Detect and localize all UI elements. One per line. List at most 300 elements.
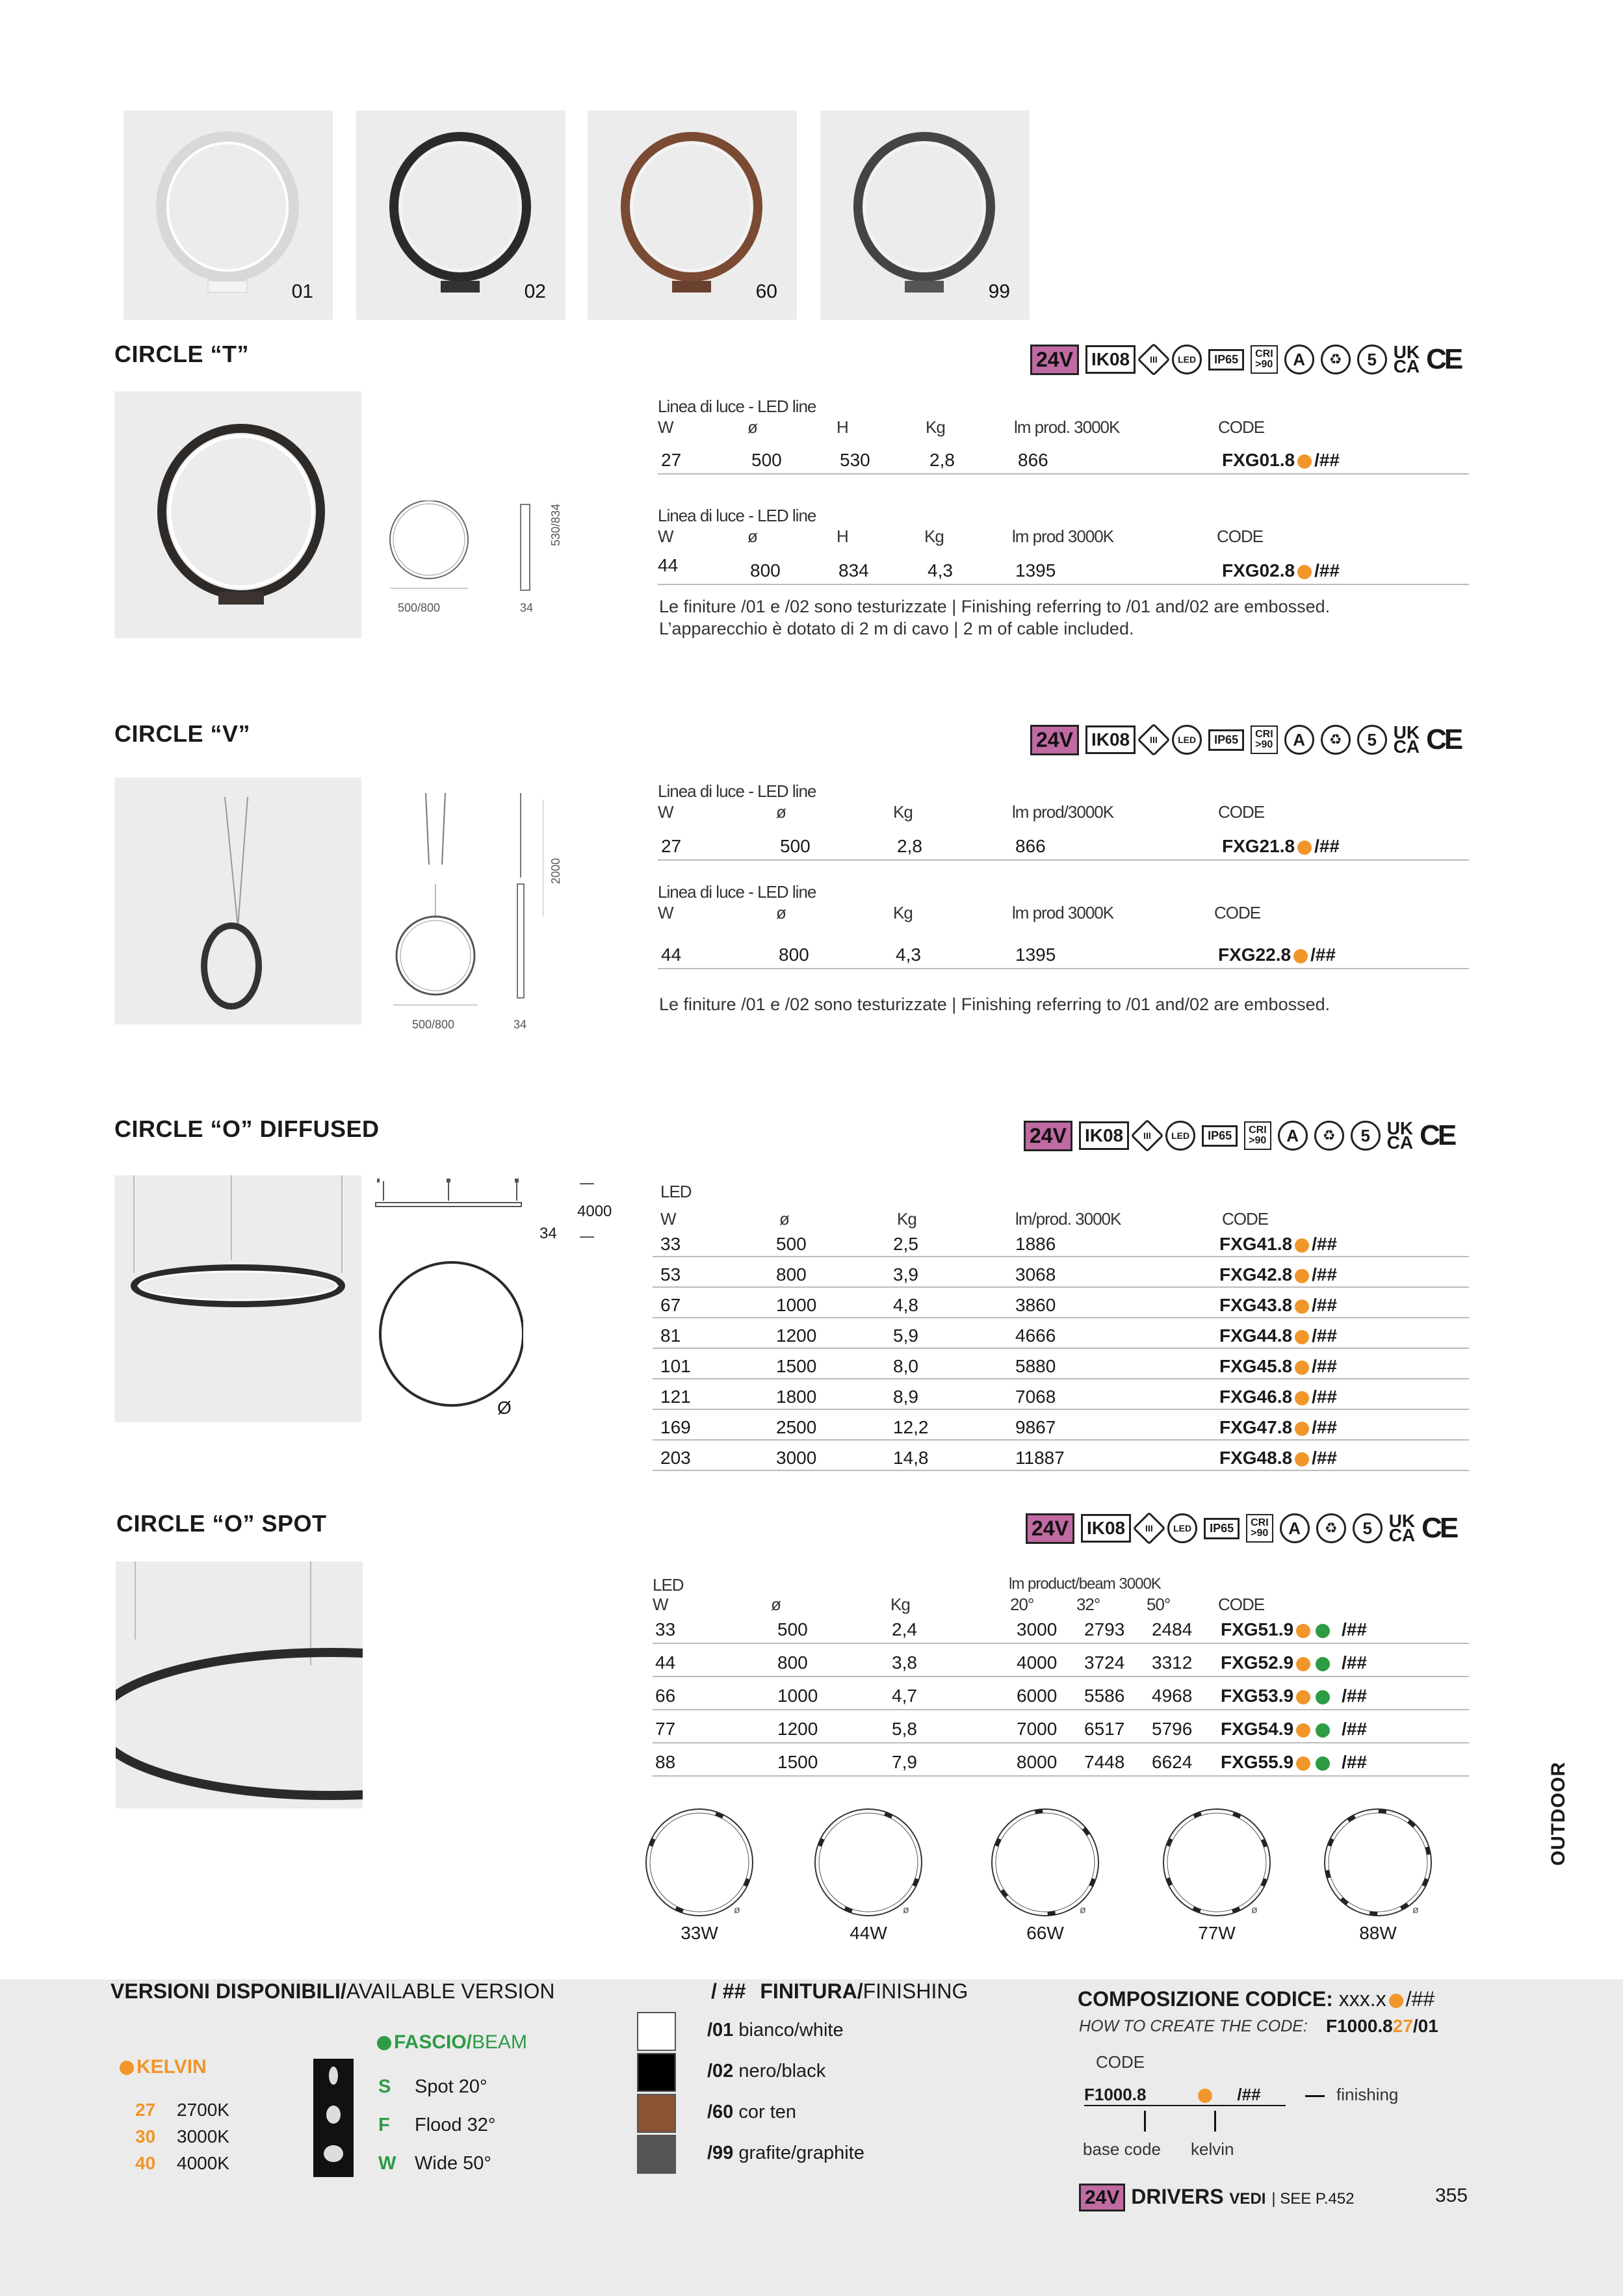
- beam-code: S: [378, 2076, 391, 2097]
- finishing-light: FINISHING: [863, 1979, 968, 2003]
- class-iii-icon: [1137, 724, 1171, 757]
- voltage-badge: 24V: [1026, 1513, 1074, 1544]
- warranty-5-icon: 5: [1357, 725, 1387, 755]
- section-title-circle-t: CIRCLE “T”: [114, 341, 249, 367]
- product-code: FXG51.9: [1221, 1619, 1294, 1639]
- cell: 2,8: [897, 836, 922, 856]
- kelvin-dot-icon: [1293, 949, 1308, 963]
- product-code-cell: [1222, 450, 1340, 471]
- cri-badge: [1244, 1121, 1271, 1150]
- product-code-cell: [1219, 1264, 1337, 1285]
- warranty-5-icon: 5: [1351, 1121, 1381, 1151]
- row-divider: [653, 1470, 1469, 1471]
- drivers-voltage-badge: 24V: [1079, 2184, 1125, 2211]
- ce-icon: CE: [1426, 724, 1461, 755]
- cell: 2500: [776, 1417, 817, 1437]
- ukca-top: UK: [1393, 342, 1420, 362]
- beam-item: [378, 2106, 495, 2145]
- finish-suffix: /##: [1310, 945, 1336, 965]
- finishing-bold: FINITURA/: [760, 1979, 863, 2003]
- circle-t-width-dim: 500/800: [398, 601, 441, 614]
- circle-t-photo: [114, 391, 361, 638]
- ring-wattage-label: 77W: [1198, 1923, 1236, 1943]
- cri-value: >90: [1249, 1135, 1267, 1146]
- cell: 1000: [776, 1295, 817, 1315]
- row-divider: [653, 1709, 1469, 1710]
- kelvin-dot-icon: [1297, 841, 1312, 855]
- finish-item: [707, 2061, 825, 2082]
- row-divider: [658, 473, 1469, 475]
- product-code-cell: [1221, 1652, 1367, 1673]
- kelvin-dot-icon: [1297, 565, 1312, 579]
- cell: 5,8: [892, 1719, 917, 1739]
- beam-dot-icon: [1316, 1624, 1330, 1638]
- kelvin-value: 4000K: [177, 2153, 229, 2173]
- cell: 66: [655, 1686, 676, 1706]
- product-code: FXG46.8: [1219, 1387, 1293, 1407]
- table-caption: LED: [660, 1182, 692, 1201]
- cell: 800: [777, 1652, 808, 1673]
- class-iii-icon: [1131, 1119, 1164, 1153]
- cell: 81: [660, 1325, 681, 1346]
- beam-item: [378, 2145, 495, 2183]
- cell: 9867: [1015, 1417, 1056, 1437]
- cri-value: >90: [1251, 1528, 1269, 1539]
- ring-outline-icon: [807, 1807, 930, 1921]
- cell: 1200: [776, 1325, 817, 1346]
- beam-dot-icon: [1316, 1690, 1330, 1704]
- cell: 500: [780, 836, 811, 856]
- col-header: ø: [747, 527, 757, 546]
- cri-value: >90: [1255, 359, 1273, 370]
- ukca-bottom: CA: [1388, 1525, 1416, 1545]
- col-header: ø: [776, 903, 786, 922]
- circle-v-depth-dim: 34: [513, 1018, 527, 1031]
- ring-outline-icon: [983, 1807, 1107, 1921]
- diagram-tick: [1144, 2111, 1146, 2132]
- ring-outline-icon: [1155, 1807, 1279, 1921]
- cell: 88: [655, 1752, 676, 1772]
- section-title-circle-v: CIRCLE “V”: [114, 720, 251, 747]
- finish-name: grafite/graphite: [738, 2143, 864, 2163]
- kelvin-dot-icon: [1389, 1994, 1403, 2008]
- beam-heading: [377, 2031, 527, 2054]
- cell: 27: [661, 450, 682, 470]
- col-header: ø: [776, 802, 786, 822]
- finishing-heading: [711, 1979, 968, 2003]
- cell: 3,8: [892, 1652, 917, 1673]
- col-header: CODE: [1214, 903, 1261, 922]
- table-caption: Linea di luce - LED line: [658, 506, 816, 525]
- col-header: CODE: [1222, 1209, 1269, 1229]
- product-code: FXG01.8: [1222, 450, 1295, 470]
- cell: 14,8: [893, 1448, 929, 1468]
- col-header: CODE: [1217, 527, 1264, 546]
- cri-label: CRI: [1255, 348, 1273, 359]
- cell: 3860: [1015, 1295, 1056, 1315]
- kelvin-dot-icon: [1296, 1723, 1310, 1738]
- class-iii-label: III: [1150, 734, 1158, 745]
- cell: 2,8: [929, 450, 955, 470]
- cell: 6624: [1152, 1752, 1193, 1772]
- cell: 6000: [1017, 1686, 1058, 1706]
- kelvin-dot-icon: [1295, 1422, 1309, 1436]
- cable-note: L’apparecchio è dotato di 2 m di cavo | 2 m of cable included.: [659, 619, 1134, 638]
- ik-badge: IK08: [1081, 1514, 1131, 1543]
- ring-outline-icon: [1316, 1807, 1440, 1921]
- circle-o-diffused-table: [653, 1182, 1469, 1481]
- product-code: FXG43.8: [1219, 1295, 1293, 1315]
- row-divider: [658, 584, 1469, 585]
- code-diagram-line: [1084, 2085, 1286, 2106]
- voltage-badge: 24V: [1030, 345, 1079, 375]
- cell: 1200: [777, 1719, 818, 1739]
- table-caption: Linea di luce - LED line: [658, 397, 816, 416]
- cell: 4666: [1015, 1325, 1056, 1346]
- class-iii-label: III: [1145, 1522, 1153, 1533]
- finish-note: Le finiture /01 e /02 sono testurizzate | Finishing referring to /01 and/02 are embossed.: [659, 597, 1331, 616]
- kelvin-dot-icon: [1295, 1269, 1309, 1283]
- product-code-cell: [1221, 1686, 1367, 1706]
- product-code-cell: [1222, 560, 1340, 581]
- cell: 800: [776, 1264, 807, 1285]
- kelvin-item: [135, 2096, 229, 2123]
- circle-v-side-outline: [517, 793, 525, 1001]
- product-code-cell: [1219, 1295, 1337, 1316]
- row-divider: [653, 1409, 1469, 1410]
- row-divider: [658, 859, 1469, 861]
- ukca-bottom: CA: [1386, 1132, 1414, 1153]
- diagram-tick: [1214, 2111, 1216, 2132]
- cell: 7000: [1017, 1719, 1058, 1739]
- circle-t-side-drawing: [520, 504, 530, 591]
- circle-v-photo: [114, 777, 361, 1024]
- code-composition-heading: [1078, 1987, 1435, 2011]
- product-code-cell: [1219, 1325, 1337, 1346]
- product-code: FXG48.8: [1219, 1448, 1293, 1468]
- product-code: FXG45.8: [1219, 1356, 1293, 1376]
- beam-label-light: BEAM: [472, 2031, 528, 2053]
- circle-v-height-dim: 2000: [549, 857, 562, 884]
- col-header: ø: [779, 1209, 789, 1229]
- cell: 3724: [1084, 1652, 1125, 1673]
- page-number: 355: [1435, 2185, 1468, 2206]
- ukca-bottom: CA: [1393, 737, 1420, 757]
- finish-suffix: /##: [1342, 1719, 1367, 1739]
- col-header: H: [837, 527, 848, 546]
- circle-o-spot-photo: [116, 1561, 363, 1808]
- cell: 53: [660, 1264, 681, 1285]
- circle-v-table-2: [658, 882, 1469, 973]
- circle-v-front-drawing: [390, 787, 481, 1008]
- kelvin-dot-icon: [1198, 2089, 1212, 2103]
- circle-v-table-1: [658, 781, 1469, 866]
- example-base: F1000.8: [1326, 2016, 1393, 2036]
- kelvin-code: 40: [135, 2153, 156, 2173]
- finish-suffix: /##: [1312, 1295, 1337, 1315]
- col-header: W: [653, 1595, 668, 1614]
- col-header: H: [837, 417, 848, 437]
- row-divider: [653, 1348, 1469, 1349]
- class-iii-label: III: [1143, 1130, 1151, 1141]
- ce-icon: CE: [1420, 1119, 1455, 1151]
- cell: 12,2: [893, 1417, 929, 1437]
- cell: 7,9: [892, 1752, 917, 1772]
- col-header: lm prod. 3000K: [1014, 417, 1120, 437]
- section-title-circle-o-diffused: CIRCLE “O” DIFFUSED: [114, 1115, 380, 1142]
- drivers-line: [1079, 2185, 1355, 2209]
- cell: 27: [661, 836, 682, 856]
- product-code: FXG41.8: [1219, 1234, 1293, 1254]
- ukca-bottom: CA: [1393, 356, 1420, 376]
- cell: 8,9: [893, 1387, 918, 1407]
- circle-v-lamp-image: [114, 777, 361, 1024]
- finish-note: Le finiture /01 e /02 sono testurizzate | Finishing referring to /01 and/02 are embossed.: [659, 995, 1331, 1014]
- see-page-link[interactable]: | SEE P.452: [1271, 2190, 1355, 2208]
- cell: 2,4: [892, 1619, 917, 1639]
- class-iii-icon: [1133, 1512, 1166, 1545]
- kelvin-label: KELVIN: [136, 2056, 207, 2078]
- circle-t-depth-dim: 34: [520, 601, 534, 614]
- energy-a-icon: A: [1280, 1513, 1310, 1543]
- finish-suffix: /##: [1312, 1417, 1337, 1437]
- col-header: lm prod 3000K: [1012, 527, 1114, 546]
- col-header: Kg: [897, 1209, 916, 1229]
- recycle-icon: ♻: [1321, 725, 1351, 755]
- cell: 4,3: [928, 560, 953, 581]
- versions-heading-light: AVAILABLE VERSION: [346, 1979, 555, 2003]
- circle-o-spot-table: [653, 1575, 1469, 1783]
- cell: 77: [655, 1719, 676, 1739]
- how-to-label: HOW TO CREATE THE CODE:: [1079, 2017, 1308, 2035]
- circle-t-table-1: [658, 397, 1469, 481]
- drivers-label: DRIVERS: [1131, 2185, 1224, 2208]
- col-header: Kg: [926, 417, 945, 437]
- cri-value: >90: [1255, 739, 1273, 750]
- example-code: [1326, 2016, 1438, 2037]
- finish-swatch: [637, 2053, 676, 2092]
- diameter-mark: ø: [734, 1905, 740, 1916]
- cell: 3312: [1152, 1652, 1193, 1673]
- cell: 169: [660, 1417, 691, 1437]
- cri-badge: [1251, 725, 1278, 754]
- versions-heading-bold: VERSIONI DISPONIBILI/: [110, 1979, 346, 2003]
- beam-value: Spot 20°: [415, 2076, 487, 2097]
- led-icon: LED: [1172, 725, 1202, 755]
- recycle-icon: ♻: [1321, 345, 1351, 374]
- cell: 834: [838, 560, 869, 581]
- cell: 5,9: [893, 1325, 918, 1346]
- row-divider: [653, 1256, 1469, 1257]
- kelvin-dot-icon: [1296, 1657, 1310, 1671]
- beam-dot-icon: [1316, 1723, 1330, 1738]
- warranty-5-icon: 5: [1357, 345, 1387, 374]
- kelvin-list: [135, 2096, 229, 2176]
- col-header: 50°: [1147, 1595, 1171, 1614]
- finish-suffix: /##: [1312, 1325, 1337, 1346]
- product-code-cell: [1221, 1719, 1367, 1740]
- finish-name: nero/black: [738, 2061, 826, 2081]
- cell: 3000: [1017, 1619, 1058, 1639]
- row-divider: [658, 968, 1469, 969]
- cell: 530: [840, 450, 870, 470]
- cell: 4,7: [892, 1686, 917, 1706]
- product-code-cell: [1218, 945, 1336, 965]
- product-code-cell: [1219, 1234, 1337, 1255]
- beam-item: [378, 2068, 495, 2106]
- beam-value: Flood 32°: [415, 2115, 496, 2135]
- cell: 1395: [1015, 945, 1056, 965]
- code-composition-code: xxx.x: [1338, 1987, 1386, 2011]
- cell: 2793: [1084, 1619, 1125, 1639]
- finish-suffix: /##: [1342, 1652, 1367, 1673]
- kelvin-item: [135, 2150, 229, 2176]
- col-header: Kg: [890, 1595, 910, 1614]
- lm-caption: lm product/beam 3000K: [1009, 1575, 1161, 1593]
- kelvin-dot-icon: [1295, 1238, 1309, 1253]
- cell: 44: [661, 945, 682, 965]
- ik-badge: IK08: [1085, 345, 1136, 374]
- ring-wattage-label: 66W: [1026, 1923, 1064, 1943]
- kelvin-item: [135, 2123, 229, 2150]
- circle-o-depth-dim: 34: [539, 1225, 557, 1242]
- col-header: 20°: [1010, 1595, 1034, 1614]
- product-code-cell: [1219, 1417, 1337, 1438]
- product-code: FXG44.8: [1219, 1325, 1293, 1346]
- finish-thumb-number: 01: [291, 281, 313, 302]
- led-icon: LED: [1172, 345, 1202, 374]
- finish-suffix: /##: [1342, 1686, 1367, 1706]
- finish-suffix: /##: [1342, 1619, 1367, 1639]
- cell: 2484: [1152, 1619, 1193, 1639]
- kelvin-code: 27: [135, 2100, 156, 2120]
- row-divider: [653, 1378, 1469, 1379]
- spot-ring-drawing: [1155, 1807, 1279, 1944]
- table-caption: Linea di luce - LED line: [658, 882, 816, 902]
- ce-icon: CE: [1426, 343, 1461, 375]
- finish-thumb-graphite: [820, 111, 1030, 320]
- circle-o-spot-lamp-image: [116, 1561, 363, 1808]
- cell: 8000: [1017, 1752, 1058, 1772]
- product-code-cell: [1222, 836, 1340, 857]
- col-header: Kg: [893, 802, 913, 822]
- ring-wattage-label: 33W: [681, 1923, 718, 1943]
- ring-outline-icon: [638, 1807, 761, 1921]
- cri-label: CRI: [1251, 1517, 1269, 1528]
- diameter-mark: ø: [903, 1905, 909, 1916]
- product-code: FXG55.9: [1221, 1752, 1294, 1772]
- ukca-icon: [1386, 1118, 1414, 1153]
- cell: 800: [750, 560, 781, 581]
- beam-dot-icon: [377, 2036, 391, 2050]
- energy-a-icon: A: [1284, 345, 1314, 374]
- cell: 3,9: [893, 1264, 918, 1285]
- finish-swatch: [637, 2012, 676, 2051]
- finish-item: [707, 2143, 864, 2164]
- cell: 1500: [777, 1752, 818, 1772]
- energy-a-icon: A: [1278, 1121, 1308, 1151]
- cell: 1000: [777, 1686, 818, 1706]
- cell: 33: [655, 1619, 676, 1639]
- finish-item: [707, 2020, 844, 2041]
- finish-thumb-number: 99: [988, 281, 1010, 302]
- cell: 44: [655, 1652, 676, 1673]
- vedi-label: VEDI: [1229, 2190, 1266, 2208]
- product-code-cell: [1219, 1448, 1337, 1468]
- circle-v-width-dim: 500/800: [412, 1018, 455, 1031]
- kelvin-dot-icon: [1296, 1624, 1310, 1638]
- cell: 7448: [1084, 1752, 1125, 1772]
- col-header: ø: [771, 1595, 781, 1614]
- finish-thumb-black: [356, 111, 565, 320]
- beam-dot-icon: [1316, 1756, 1330, 1771]
- kelvin-small-label: kelvin: [1191, 2139, 1234, 2159]
- kelvin-dot-icon: [120, 2061, 134, 2075]
- diagram-dash: [1305, 2095, 1325, 2097]
- circle-t-front-drawing: [383, 501, 481, 592]
- kelvin-dot-icon: [1295, 1361, 1309, 1375]
- circle-o-diameter-dim: Ø: [497, 1398, 512, 1418]
- finish-code: /99: [707, 2143, 734, 2163]
- cell: 203: [660, 1448, 691, 1468]
- code-composition-suffix: /##: [1405, 1987, 1435, 2011]
- spot-ring-drawing: [638, 1807, 761, 1944]
- cell: 5796: [1152, 1719, 1193, 1739]
- finish-suffix: /##: [1314, 560, 1340, 581]
- kelvin-heading: [120, 2056, 207, 2078]
- col-header: W: [660, 1209, 676, 1229]
- finish-code: /02: [707, 2061, 734, 2081]
- certification-badges: [1030, 341, 1461, 378]
- cell: 1886: [1015, 1234, 1056, 1254]
- finish-swatch: [637, 2094, 676, 2133]
- flood-beam-icon: [313, 2098, 354, 2138]
- led-icon: LED: [1167, 1513, 1197, 1543]
- row-divider: [653, 1742, 1469, 1743]
- certification-badges: [1024, 1117, 1454, 1154]
- ip-badge: IP65: [1208, 349, 1244, 371]
- kelvin-value: 3000K: [177, 2126, 229, 2146]
- col-header: CODE: [1218, 802, 1265, 822]
- finish-suffix: /##: [1312, 1387, 1337, 1407]
- recycle-icon: ♻: [1316, 1513, 1346, 1543]
- ukca-icon: [1388, 1511, 1416, 1545]
- footer-panel: [0, 1979, 1623, 2296]
- cell: 500: [777, 1619, 808, 1639]
- example-kelvin: 27: [1392, 2016, 1413, 2036]
- class-iii-label: III: [1150, 354, 1158, 365]
- code-label: CODE: [1096, 2052, 1145, 2072]
- certification-badges: [1030, 722, 1461, 758]
- ip-badge: IP65: [1208, 729, 1244, 751]
- diagram-hash: /##: [1237, 2085, 1261, 2104]
- finish-suffix: /##: [1312, 1356, 1337, 1376]
- circle-t-table-2: [658, 506, 1469, 590]
- product-code-cell: [1221, 1752, 1367, 1773]
- cell: 11887: [1015, 1448, 1065, 1468]
- finish-suffix: /##: [1312, 1448, 1337, 1468]
- circle-o-diffused-drawing: [374, 1178, 523, 1412]
- ring-wattage-label: 44W: [850, 1923, 887, 1943]
- cell: 4,3: [896, 945, 921, 965]
- col-header: W: [658, 903, 673, 922]
- versions-heading: [110, 1979, 554, 2003]
- cell: 4,8: [893, 1295, 918, 1315]
- cell: 101: [660, 1356, 691, 1376]
- ce-icon: CE: [1422, 1512, 1457, 1544]
- col-header: ø: [747, 417, 757, 437]
- finish-item: [707, 2102, 796, 2123]
